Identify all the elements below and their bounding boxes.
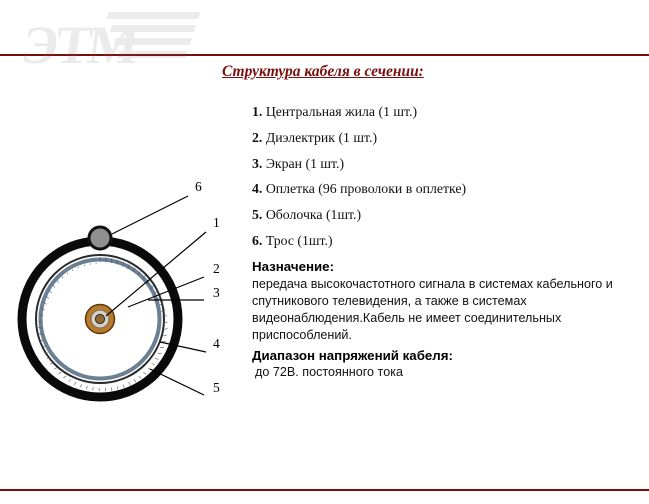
legend-item (252, 156, 624, 172)
legend-item-number: 4. (252, 181, 263, 197)
watermark (17, 6, 198, 80)
cable-cross-section-diagram (0, 84, 250, 424)
legend-item-text: Диэлектрик (1 шт.) (265, 129, 378, 145)
legend-panel (252, 104, 624, 379)
cable-svg (0, 84, 250, 424)
legend-item-text: Центральная жила (1 шт.) (265, 104, 418, 119)
voltage-value: до 72В. постоянного тока (255, 365, 403, 380)
callout-3: 3 (213, 285, 220, 300)
legend-item-number: 5. (252, 207, 263, 223)
legend-item (252, 181, 624, 197)
legend-item-text: Оплетка (96 проволоки в оплетке) (265, 181, 467, 197)
legend-item-number: 2. (252, 129, 263, 145)
legend-item (252, 207, 624, 223)
callout-5: 5 (213, 380, 220, 395)
watermark-text: ЭТМ (17, 15, 141, 75)
purpose-body: передача высокочастотного сигнала в системах кабельного и спутникового телевидения, а также в системах видеонаблюдения.Кабель не имеет соединительных приспособлений. (252, 276, 613, 342)
bottom-divider (0, 489, 649, 491)
legend-item-text: Оболочка (1шт.) (265, 207, 362, 223)
page-title: Структура кабеля в сечении: (222, 63, 424, 80)
legend-item (252, 233, 624, 249)
callout-2: 2 (213, 261, 220, 276)
voltage-heading: Диапазон напряжений кабеля: (252, 348, 453, 364)
legend-item-number: 3. (252, 155, 263, 171)
legend-item-text: Экран (1 шт.) (265, 155, 345, 171)
legend-item (252, 104, 624, 120)
watermark-bars-icon (90, 8, 205, 68)
legend-item (252, 130, 624, 146)
callout-1: 1 (213, 215, 220, 230)
top-divider (0, 54, 649, 56)
purpose-heading: Назначение: (252, 258, 335, 274)
legend-item-text: Трос (1шт.) (265, 232, 333, 248)
legend-item-number: 6. (252, 232, 263, 248)
legend-item-number: 1. (252, 104, 263, 119)
callout-6: 6 (195, 179, 202, 194)
callout-4: 4 (213, 336, 220, 351)
